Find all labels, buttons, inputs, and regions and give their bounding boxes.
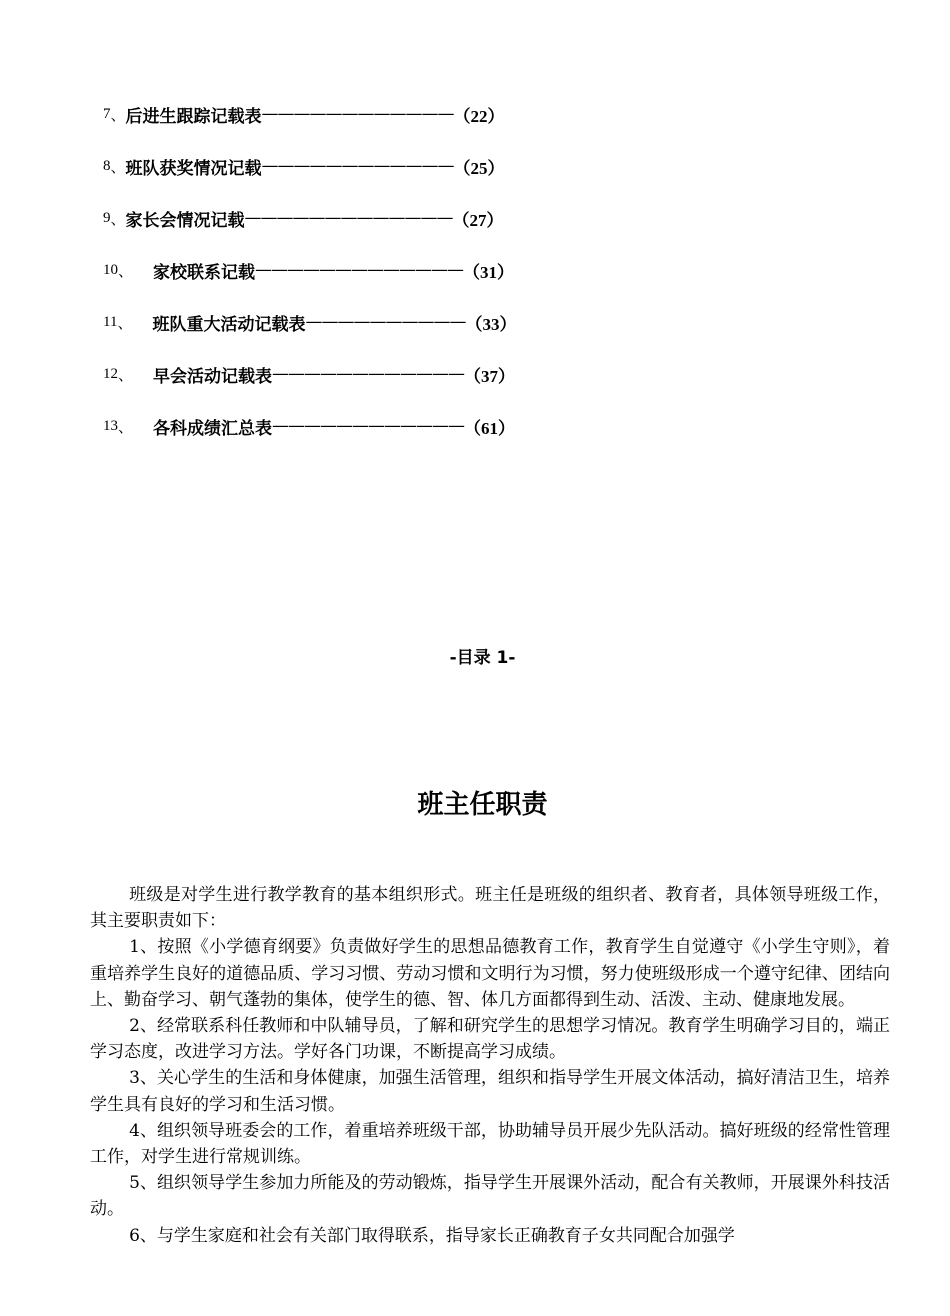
toc-leader-dashes: ———————————— (261, 104, 454, 124)
toc-entry-number: 13 (103, 417, 118, 434)
duty-item-3: 3、关心学生的生活和身体健康，加强生活管理，组织和指导学生开展文体活动，搞好清洁卫生，培养学生具有良好的学习和生活习惯。 (90, 1068, 890, 1115)
page-footer-label: -目录 1- (449, 648, 516, 668)
duties-body (90, 882, 890, 1249)
duty-item-5: 5、组织领导学生参加力所能及的劳动锻炼，指导学生开展课外活动，配合有关教师，开展课外科技活动。 (90, 1173, 890, 1220)
toc-entry-separator: 、 (117, 313, 133, 332)
toc-leader-dashes: —————————— (305, 312, 466, 332)
toc-entry-title: 各科成绩汇总表 (153, 418, 273, 439)
toc-entry[interactable] (103, 296, 663, 348)
toc-entry-title: 早会活动记载表 (153, 366, 273, 387)
toc-entry-page: （61） (464, 418, 516, 438)
toc-entry-title: 班队重大活动记载表 (152, 314, 306, 335)
toc-entry-page: （31） (463, 262, 515, 282)
toc-entry-page: （37） (464, 366, 516, 386)
toc-entry-number: 12 (103, 365, 118, 382)
toc-entry-page: （27） (452, 210, 504, 230)
toc-entry-number: 7 (103, 105, 111, 122)
toc-entry-separator: 、 (110, 157, 126, 176)
toc-leader-dashes: ———————————— (272, 364, 465, 384)
section-title: 班主任职责 (417, 790, 548, 820)
toc-entry-separator: 、 (110, 209, 126, 228)
toc-leader-dashes: ————————————— (255, 260, 464, 280)
toc-leader-dashes: ———————————— (272, 416, 465, 436)
toc-entry-page: （33） (465, 314, 517, 334)
toc-entry-number: 11 (103, 313, 118, 330)
toc-entry-title: 班队获奖情况记载 (125, 158, 262, 179)
toc-entry[interactable] (103, 192, 663, 244)
toc-entry-separator: 、 (118, 261, 134, 280)
toc-entry-separator: 、 (110, 105, 126, 124)
toc-entry-page: （22） (453, 106, 505, 126)
duty-item-2: 2、经常联系科任教师和中队辅导员，了解和研究学生的思想学习情况。教育学生明确学习目的，端正学习态度，改进学习方法。学好各门功课，不断提高学习成绩。 (90, 1016, 890, 1063)
duty-item-1: 1、按照《小学德育纲要》负责做好学生的思想品德教育工作，教育学生自觉遵守《小学生守则》，着重培养学生良好的道德品质、学习习惯、劳动习惯和文明行为习惯，努力使班级形成一个遵守纪律、团结向上、勤奋学习、朝气蓬勃的集体，使学生的德、智、体几方面都得到生动、活泼、主动、健康地发展。 (90, 937, 890, 1010)
toc-entry-page: （25） (453, 158, 505, 178)
toc-leader-dashes: ———————————— (261, 156, 454, 176)
toc-entry[interactable] (103, 244, 663, 296)
duty-item-6: 6、与学生家庭和社会有关部门取得联系，指导家长正确教育子女共同配合加强学 (129, 1225, 735, 1246)
toc-entry[interactable] (103, 348, 663, 400)
toc-entry-title: 家校联系记载 (153, 262, 256, 283)
table-of-contents (103, 88, 663, 452)
toc-entry-number: 8 (103, 157, 111, 174)
toc-entry-title: 家长会情况记载 (125, 210, 245, 231)
toc-entry-number: 10 (103, 261, 118, 278)
toc-entry-title: 后进生跟踪记载表 (125, 106, 262, 127)
toc-entry-separator: 、 (118, 417, 134, 436)
duty-item-4: 4、组织领导班委会的工作，着重培养班级干部，协助辅导员开展少先队活动。搞好班级的经常性管理工作，对学生进行常规训练。 (90, 1120, 890, 1168)
toc-entry[interactable] (103, 140, 663, 192)
toc-entry-separator: 、 (118, 365, 134, 384)
toc-entry[interactable] (103, 88, 663, 140)
intro-paragraph: 班级是对学生进行教学教育的基本组织形式。班主任是班级的组织者、教育者，具体领导班级工作，其主要职责如下： (90, 885, 890, 932)
toc-entry-number: 9 (103, 209, 111, 226)
toc-entry[interactable] (103, 400, 663, 452)
toc-leader-dashes: ————————————— (244, 208, 453, 228)
